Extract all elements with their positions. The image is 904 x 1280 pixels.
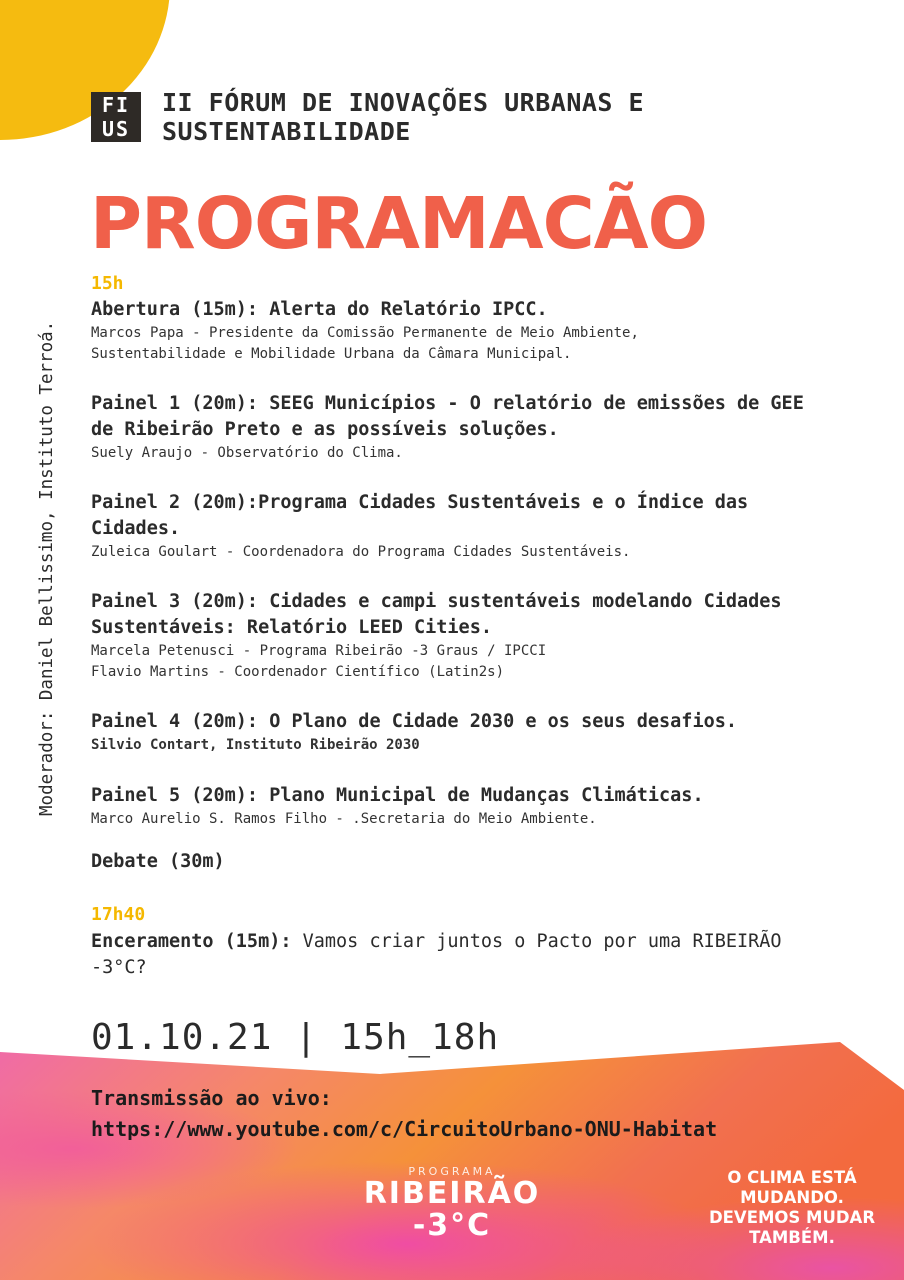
closing-text: Vamos criar juntos o Pacto por uma RIBEIRÃO -3°C? [91,931,782,978]
event-date: 01.10.21 | 15h_18h [91,1017,500,1058]
page-title: PROGRAMACÃO [90,182,707,265]
start-time: 15h [91,273,124,294]
transmission-label: Transmissão ao vivo: [91,1086,332,1110]
panel-2-speaker: Zuleica Goulart - Coordenadora do Programa Cidades Sustentáveis. [91,544,631,560]
opening-title: Abertura (15m): Alerta do Relatório IPCC. [91,299,548,320]
panel-5-title: Painel 5 (20m): Plano Municipal de Mudanças Climáticas. [91,785,704,806]
closing-label: Enceramento (15m): [91,931,292,952]
slogan-line-1: O CLIMA ESTÁ [727,1168,857,1187]
panel-3-speaker-line-1: Marcela Petenusci - Programa Ribeirão -3 Graus / IPCCI [91,643,547,659]
brand-line-2: -3°C [412,1208,492,1243]
panel-4-title: Painel 4 (20m): O Plano de Cidade 2030 e os seus desafios. [91,711,738,732]
panel-5-speaker: Marco Aurelio S. Ramos Filho - .Secretaria do Meio Ambiente. [91,811,597,827]
panel-1-title: Painel 1 (20m): SEEG Municípios - O relatório de emissões de GEE de Ribeirão Preto e as possíveis soluções. [91,393,804,440]
transmission-url[interactable]: https://www.youtube.com/c/CircuitoUrbano-ONU-Habitat [91,1117,718,1141]
panel-1-speaker: Suely Araujo - Observatório do Clima. [91,445,403,461]
closing-time: 17h40 [91,904,146,925]
brand-line-1: RIBEIRÃO [363,1176,541,1211]
ribeirao-brand-logo [362,1165,542,1242]
moderator-text: Moderador: Daniel Bellissimo, Instituto Terroá. [37,320,57,816]
logo-line-1: FI [101,93,131,117]
brand-small-text: PROGRAMA [408,1165,496,1178]
slogan-line-3: DEVEMOS MUDAR [708,1208,876,1227]
panel-4-speaker: Silvio Contart, Instituto Ribeirão 2030 [91,737,420,753]
opening-speaker-line-1: Marcos Papa - Presidente da Comissão Permanente de Meio Ambiente, [91,325,639,341]
logo-line-2: US [101,117,131,141]
debate-title: Debate (30m) [91,851,225,872]
slogan-line-4: TAMBÉM. [749,1228,835,1247]
slogan-line-2: MUDANDO. [740,1188,844,1207]
opening-speaker-line-2: Sustentabilidade e Mobilidade Urbana da Câmara Municipal. [91,346,572,362]
panel-3-title: Painel 3 (20m): Cidades e campi sustentáveis modelando Cidades Sustentáveis: Relatório LEED Cities. [91,591,782,638]
slogan [700,1168,884,1248]
panel-3-speaker-line-2: Flavio Martins - Coordenador Científico (Latin2s) [91,664,505,680]
panel-2-title: Painel 2 (20m):Programa Cidades Sustentáveis e o Índice das Cidades. [91,492,749,539]
transmission-info [91,1083,717,1145]
forum-title: II FÓRUM DE INOVAÇÕES URBANAS E SUSTENTABILIDADE [162,88,645,146]
